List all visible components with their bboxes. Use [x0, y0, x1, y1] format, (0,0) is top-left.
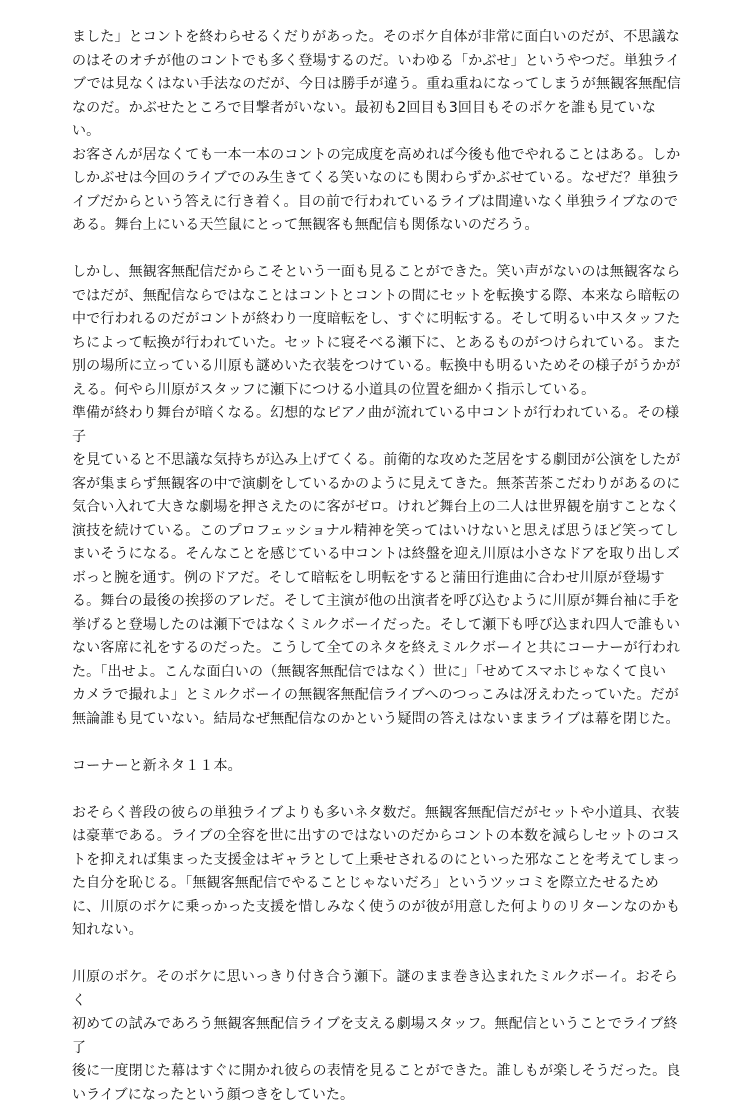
paragraph-1: ました」とコントを終わらせるくだりがあった。そのボケ自体が非常に面白いのだが、不思議な のはそのオチが他のコントでも多く登場するのだ。いわゆる「かぶせ」というやつだ。単独ライ ブでは見なくはない手法なのだが、今日は勝手が違う。重ね重ねになってしまうが無観客無配信 なのだ。かぶせたところで目撃者がいない。最初も2回目も3回目もそのボケを誰も見ていない。 お客さんが居なくても一本一本のコントの完成度を高めれば今後も他でやれることはある。しか しかぶせは今回のライブでのみ生きてくる笑いなのにも関わらずかぶせている。なぜだ？単独ラ イブだからという答えに行き着く。目の前で行われているライブは間違いなく単独ライブなので ある。舞台上にいる天竺鼠にとって無観客も無配信も関係ないのだろう。 [72, 29, 681, 233]
article-body [72, 26, 682, 1107]
paragraph-4: おそらく普段の彼らの単独ライブよりも多いネタ数だ。無観客無配信だがセットや小道具、衣装 は豪華である。ライブの全容を世に出すのではないのだからコントの本数を減らしセットのコス トを抑えれば集まった支援金はギャラとして上乗せされるのにといった邪なことを考えてしまっ た自分を恥じる。「無観客無配信でやることじゃないだろ」というツッコミを際立たせるため に、川原のボケに乗っかった支援を惜しみなく使うのが彼が用意した何よりのリターンなのかも 知れない。 [72, 804, 681, 938]
paragraph-spacer [72, 731, 682, 755]
paragraph-spacer [72, 943, 682, 967]
paragraph-5: 川原のボケ。そのボケに思いっきり付き合う瀬下。謎のまま巻き込まれたミルクボーイ。おそらく 初めての試みであろう無観客無配信ライブを支える劇場スタッフ。無配信ということでライブ終了 後に一度閉じた幕はすぐに開かれ彼らの表情を見ることができた。誰しもが楽しそうだった。良 いライブになったという顔つきをしていた。 [72, 969, 681, 1103]
paragraph-2: しかし、無観客無配信だからこそという一面も見ることができた。笑い声がないのは無観客なら ではだが、無配信ならではなことはコントとコントの間にセットを転換する際、本来なら暗転の 中で行われるのだがコントが終わり一度暗転をし、すぐに明転する。そして明るい中スタッフた ちによって転換が行われていた。セットに寝そべる瀬下に、とあるものがつけられている。また 別の場所に立っている川原も謎めいた衣装をつけている。転換中も明るいためその様子がうかが える。何やら川原がスタッフに瀬下につける小道具の位置を細かく指示している。 準備が終わり舞台が暗くなる。幻想的なピアノ曲が流れている中コントが行われている。その様子 を見ていると不思議な気持ちが込み上げてくる。前衛的な攻めた芝居をする劇団が公演をしたが 客が集まらず無観客の中で演劇をしているかのように見えてきた。無茶苦茶こだわりがあるのに 気合い入れて大きな劇場を押さえたのに客がゼロ。けれど舞台上の二人は世界観を崩すことなく 演技を続けている。このプロフェッショナル精神を笑ってはいけないと思えば思うほど笑ってし まいそうになる。そんなことを感じている中コントは終盤を迎え川原は小さなドアを取り出しズ ボっと腕を通す。例のドアだ。そして暗転をし明転をすると蒲田行進曲に合わせ川原が登場す る。舞台の最後の挨拶のアレだ。そして主演が他の出演者を呼び込むように川原が舞台袖に手を 挙げると登場したのは瀬下ではなくミルクボーイだった。そして瀬下も呼び込まれ四人で誰もい ない客席に礼をするのだった。こうして全てのネタを終えミルクボーイと共にコーナーが行われ た。「出せよ。こんな面白いの（無観客無配信ではなく）世に」「せめてスマホじゃなくて良い カメラで撮れよ」とミルクボーイの無観客無配信ライブへのつっこみは冴えわたっていた。だが 無論誰も見ていない。結局なぜ無配信なのかという疑問の答えはないままライブは幕を閉じた。 [72, 264, 681, 727]
paragraph-spacer [72, 238, 682, 262]
paragraph-spacer [72, 778, 682, 802]
paragraph-3: コーナーと新ネタ１１本。 [72, 757, 242, 774]
